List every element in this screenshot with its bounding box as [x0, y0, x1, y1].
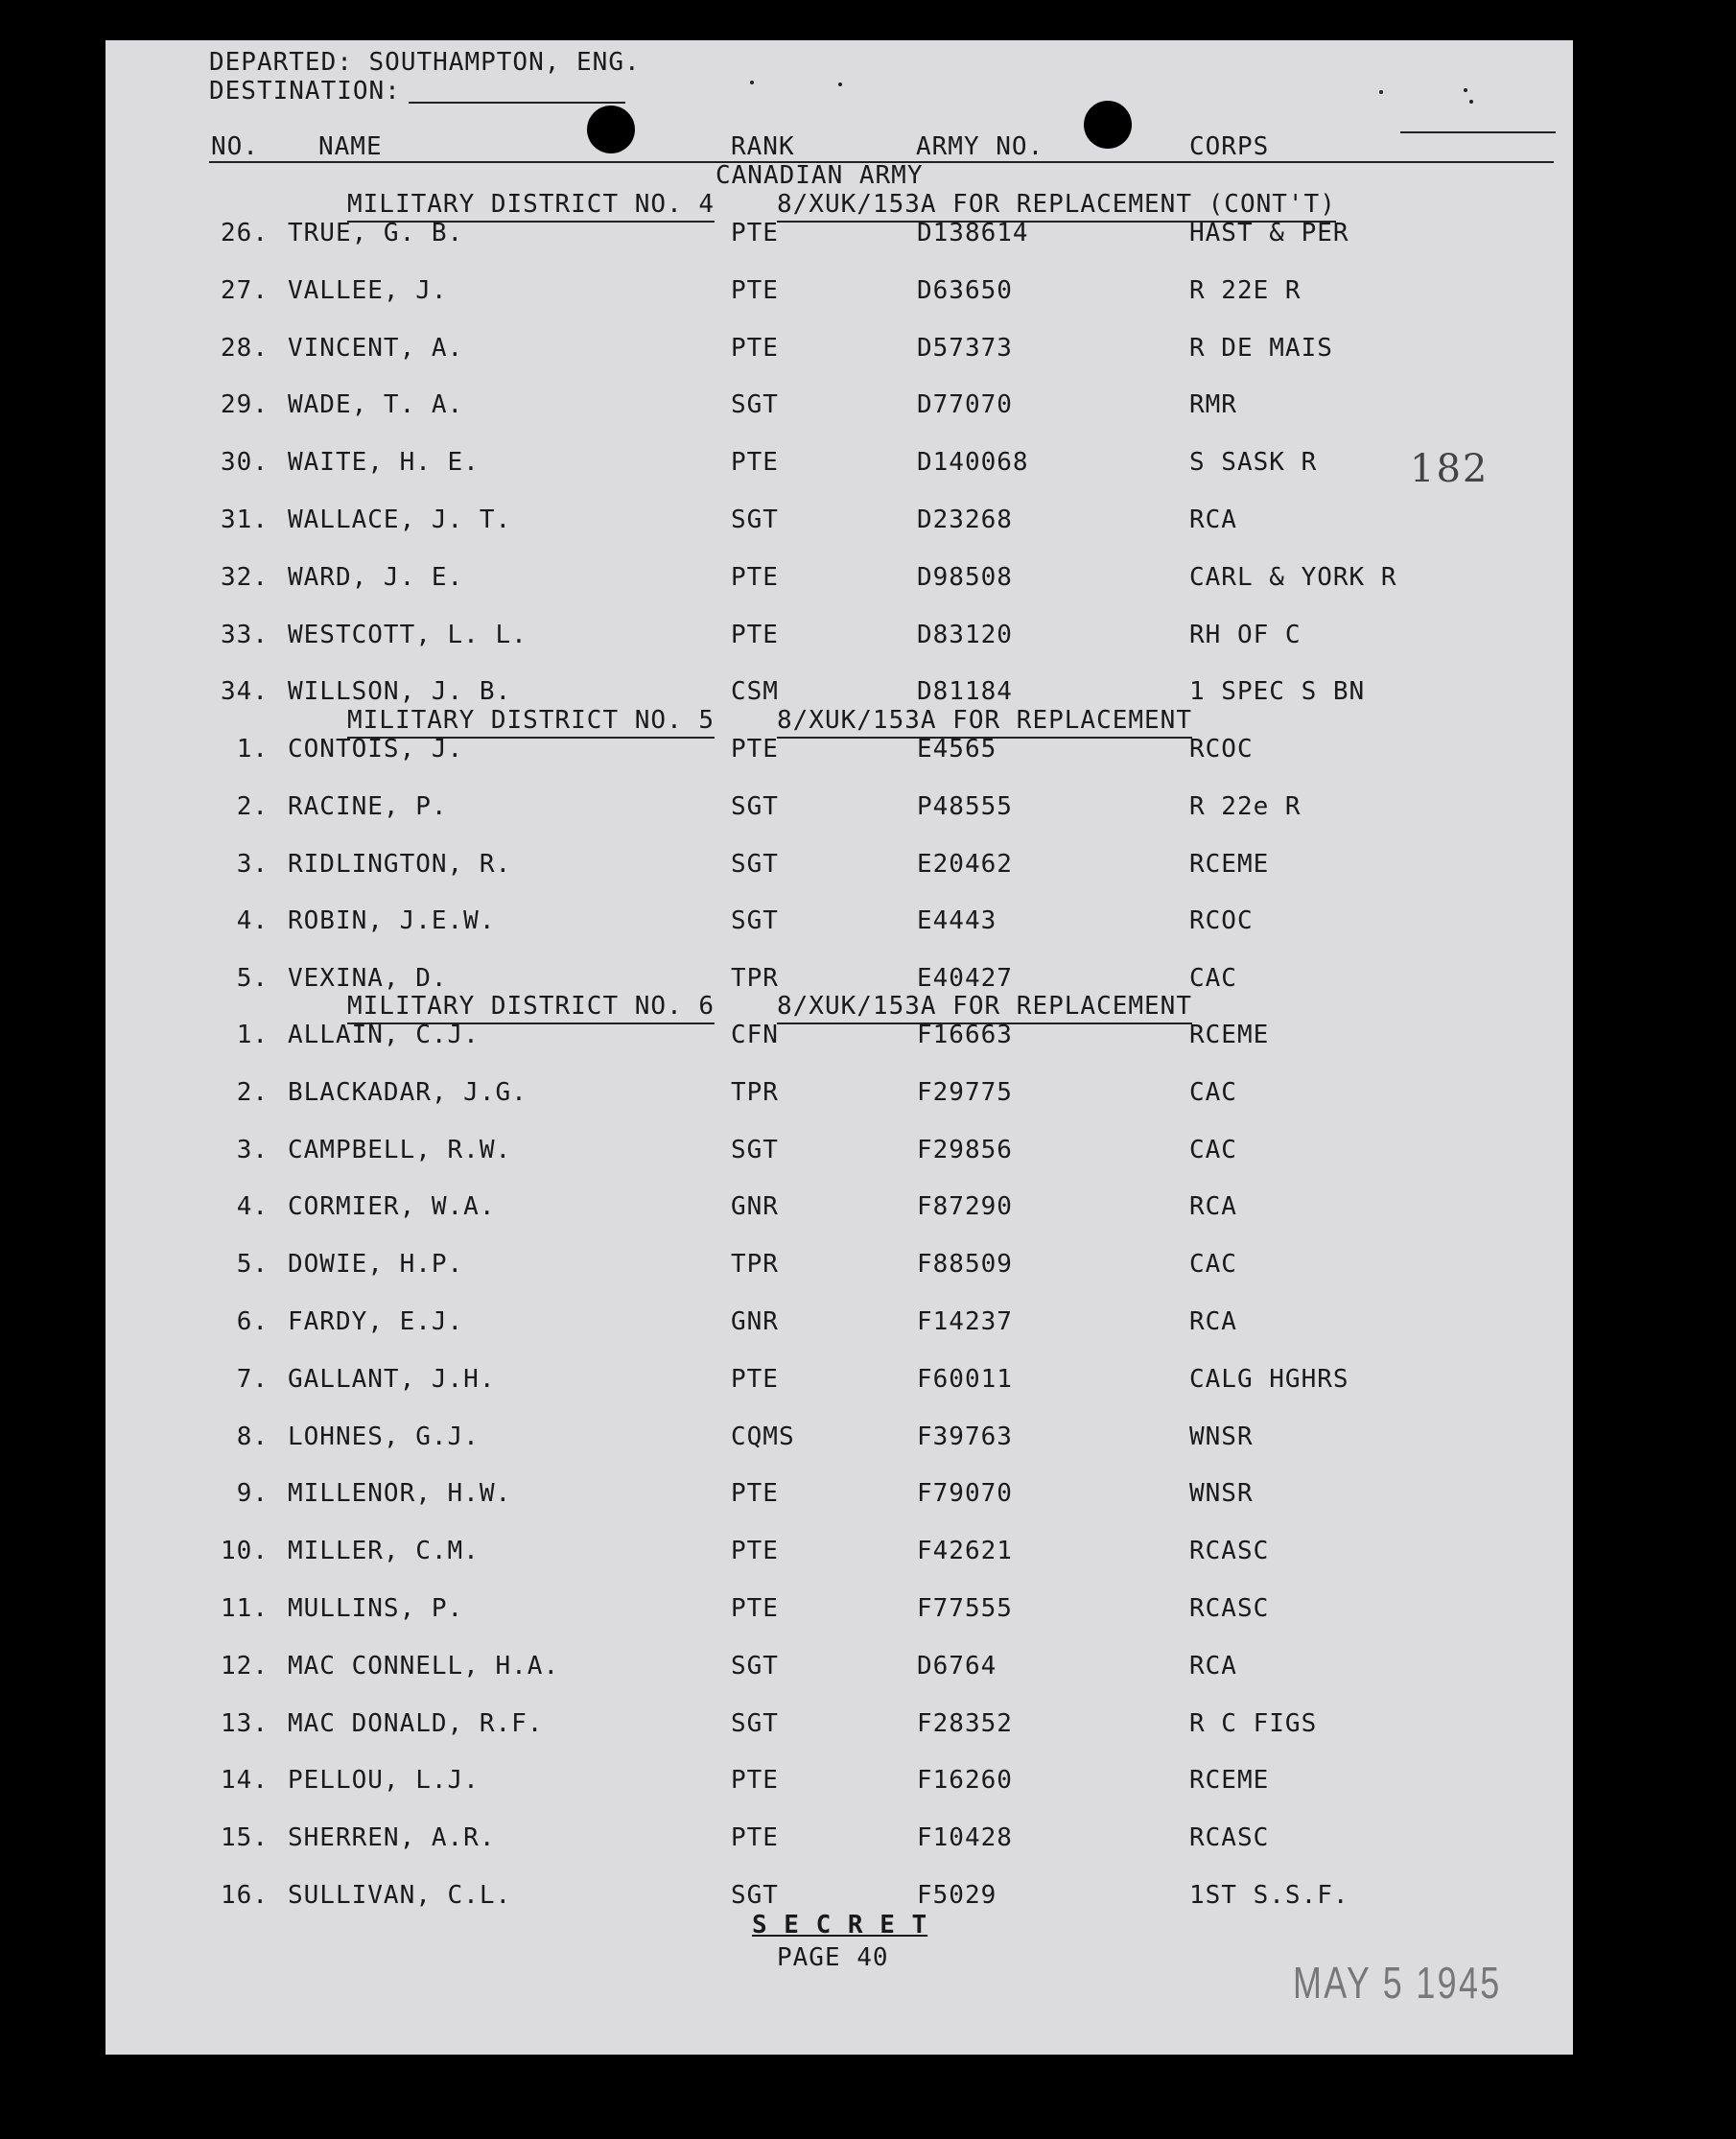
speck: [750, 81, 754, 84]
corps: CARL & YORK R: [1189, 562, 1397, 592]
soldier-name: DOWIE, H.P.: [288, 1250, 464, 1280]
corps: R DE MAIS: [1189, 333, 1333, 363]
header-top-dash: [1400, 131, 1556, 133]
table-row: [106, 850, 1573, 888]
page-number-stamp: 182: [1410, 447, 1490, 491]
corps: R 22e R: [1189, 791, 1302, 821]
soldier-name: MILLENOR, H.W.: [288, 1479, 512, 1509]
army-number: D140068: [917, 448, 1029, 478]
soldier-name: WALLACE, J. T.: [288, 505, 512, 534]
column-no: NO.: [211, 132, 259, 161]
row-number: 3.: [236, 1135, 269, 1164]
soldier-name: FARDY, E.J.: [288, 1307, 464, 1336]
row-number: 11.: [221, 1594, 269, 1623]
punch-hole-left: [587, 106, 635, 153]
corps: WNSR: [1189, 1479, 1254, 1509]
table-row: [106, 1307, 1573, 1346]
table-row: [106, 1594, 1573, 1633]
soldier-name: WARD, J. E.: [288, 562, 464, 592]
district-title: MILITARY DISTRICT NO. 5: [347, 706, 715, 739]
table-row: [106, 448, 1573, 486]
soldier-name: LOHNES, G.J.: [288, 1422, 480, 1451]
army-number: F39763: [917, 1422, 1013, 1451]
soldier-name: WADE, T. A.: [288, 390, 464, 420]
rank: SGT: [731, 505, 779, 534]
table-row: [106, 1766, 1573, 1804]
table-row: [106, 1136, 1573, 1174]
rank: PTE: [731, 275, 779, 305]
table-row: [106, 1021, 1573, 1059]
soldier-name: WAITE, H. E.: [288, 448, 480, 478]
row-number: 30.: [221, 448, 269, 478]
row-number: 31.: [221, 505, 269, 534]
corps: 1ST S.S.F.: [1189, 1881, 1349, 1910]
table-row: [106, 906, 1573, 945]
rank: PTE: [731, 1364, 779, 1394]
rank: PTE: [731, 1766, 779, 1796]
rank: TPR: [731, 1250, 779, 1280]
soldier-name: WILLSON, J. B.: [288, 677, 512, 707]
rank: SGT: [731, 390, 779, 420]
army-number: D57373: [917, 333, 1013, 363]
army-number: D98508: [917, 562, 1013, 592]
row-number: 27.: [221, 275, 269, 305]
army-number: P48555: [917, 791, 1013, 821]
canadian-army-subtitle: CANADIAN ARMY: [716, 161, 924, 190]
corps: RCOC: [1189, 906, 1254, 936]
soldier-name: CAMPBELL, R.W.: [288, 1135, 512, 1164]
soldier-name: SULLIVAN, C.L.: [288, 1881, 512, 1910]
row-number: 8.: [236, 1422, 269, 1451]
table-row: [106, 1709, 1573, 1748]
row-number: 26.: [221, 219, 269, 247]
rank: PTE: [731, 1537, 779, 1566]
district-heading: [106, 992, 1573, 1022]
district-heading: [106, 190, 1573, 221]
row-number: 32.: [221, 562, 269, 592]
table-row: [106, 1823, 1573, 1862]
army-number: D81184: [917, 677, 1013, 707]
row-number: 13.: [221, 1708, 269, 1738]
corps: WNSR: [1189, 1422, 1254, 1451]
page-label: PAGE 40: [777, 1943, 889, 1972]
row-number: 2.: [236, 791, 269, 821]
rank: SGT: [731, 1881, 779, 1910]
destination-blank: [409, 102, 625, 104]
corps: RCEME: [1189, 849, 1270, 879]
army-number: E4565: [917, 735, 997, 764]
table-row: [106, 390, 1573, 429]
table-row: [106, 334, 1573, 372]
army-number: E20462: [917, 849, 1013, 879]
row-number: 6.: [236, 1307, 269, 1336]
rank: GNR: [731, 1192, 779, 1222]
rank: SGT: [731, 849, 779, 879]
corps: CAC: [1189, 1250, 1237, 1280]
rank: PTE: [731, 448, 779, 478]
date-received-stamp: MAY 5 1945: [1293, 1958, 1502, 2008]
army-number: E40427: [917, 964, 1013, 994]
corps: RCASC: [1189, 1594, 1270, 1623]
district-code: 8/XUK/153A FOR REPLACEMENT: [777, 706, 1192, 739]
row-number: 14.: [221, 1766, 269, 1796]
table-row: [106, 563, 1573, 601]
soldier-name: CORMIER, W.A.: [288, 1192, 496, 1222]
district-code: 8/XUK/153A FOR REPLACEMENT (CONT'T): [777, 190, 1336, 223]
corps: HAST & PER: [1189, 219, 1349, 247]
army-number: F60011: [917, 1364, 1013, 1394]
corps: CAC: [1189, 1135, 1237, 1164]
row-number: 16.: [221, 1881, 269, 1910]
corps: 1 SPEC S BN: [1189, 677, 1366, 707]
army-number: D77070: [917, 390, 1013, 420]
speck: [1464, 88, 1467, 92]
soldier-name: RIDLINGTON, R.: [288, 849, 512, 879]
army-number: F29856: [917, 1135, 1013, 1164]
district-code: 8/XUK/153A FOR REPLACEMENT: [777, 992, 1192, 1024]
table-row: [106, 1078, 1573, 1117]
rank: TPR: [731, 1077, 779, 1107]
row-number: 4.: [236, 906, 269, 936]
table-row: [106, 505, 1573, 544]
row-number: 1.: [236, 1021, 269, 1049]
rank: PTE: [731, 620, 779, 649]
army-number: D138614: [917, 219, 1029, 247]
document-page: [106, 40, 1573, 2055]
army-number: E4443: [917, 906, 997, 936]
district-title: MILITARY DISTRICT NO. 6: [347, 992, 715, 1024]
row-number: 33.: [221, 620, 269, 649]
rank: SGT: [731, 1708, 779, 1738]
table-row: [106, 621, 1573, 659]
corps: CALG HGHRS: [1189, 1364, 1349, 1394]
rank: PTE: [731, 333, 779, 363]
soldier-name: VALLEE, J.: [288, 275, 448, 305]
rank: CFN: [731, 1021, 779, 1049]
corps: RMR: [1189, 390, 1237, 420]
rank: PTE: [731, 735, 779, 764]
speck: [1469, 100, 1473, 104]
soldier-name: ALLAIN, C.J.: [288, 1021, 480, 1049]
soldier-name: BLACKADAR, J.G.: [288, 1077, 528, 1107]
district-title: MILITARY DISTRICT NO. 4: [347, 190, 715, 223]
soldier-name: SHERREN, A.R.: [288, 1823, 496, 1853]
corps: RCASC: [1189, 1537, 1270, 1566]
table-row: [106, 1422, 1573, 1461]
corps: RCA: [1189, 1192, 1237, 1222]
row-number: 34.: [221, 677, 269, 707]
soldier-name: MAC DONALD, R.F.: [288, 1708, 544, 1738]
column-army-no: ARMY NO.: [916, 132, 1044, 161]
army-number: F14237: [917, 1307, 1013, 1336]
army-number: F16260: [917, 1766, 1013, 1796]
rank: CQMS: [731, 1422, 795, 1451]
corps: RCA: [1189, 1307, 1237, 1336]
row-number: 9.: [236, 1479, 269, 1509]
army-number: F42621: [917, 1537, 1013, 1566]
table-row: [106, 1537, 1573, 1575]
soldier-name: MILLER, C.M.: [288, 1537, 480, 1566]
secret-marking: S E C R E T: [752, 1911, 928, 1939]
rank: PTE: [731, 1823, 779, 1853]
row-number: 10.: [221, 1537, 269, 1566]
army-number: F16663: [917, 1021, 1013, 1049]
army-number: F29775: [917, 1077, 1013, 1107]
corps: R 22E R: [1189, 275, 1302, 305]
table-row: [106, 1652, 1573, 1690]
soldier-name: VEXINA, D.: [288, 964, 448, 994]
corps: RCOC: [1189, 735, 1254, 764]
corps: RH OF C: [1189, 620, 1302, 649]
speck: [838, 82, 842, 86]
soldier-name: PELLOU, L.J.: [288, 1766, 480, 1796]
soldier-name: TRUE, G. B.: [288, 219, 464, 247]
row-number: 29.: [221, 390, 269, 420]
row-number: 7.: [236, 1364, 269, 1394]
table-row: [106, 1365, 1573, 1403]
row-number: 28.: [221, 333, 269, 363]
rank: TPR: [731, 964, 779, 994]
table-row: [106, 1250, 1573, 1288]
corps: CAC: [1189, 1077, 1237, 1107]
corps: RCASC: [1189, 1823, 1270, 1853]
column-rank: RANK: [731, 132, 795, 161]
army-number: D83120: [917, 620, 1013, 649]
army-number: F87290: [917, 1192, 1013, 1222]
army-number: F28352: [917, 1708, 1013, 1738]
army-number: F88509: [917, 1250, 1013, 1280]
corps: R C FIGS: [1189, 1708, 1318, 1738]
rank: GNR: [731, 1307, 779, 1336]
row-number: 3.: [236, 849, 269, 879]
punch-hole-right: [1084, 101, 1132, 149]
row-number: 4.: [236, 1192, 269, 1222]
column-name: NAME: [318, 132, 383, 161]
rank: PTE: [731, 1594, 779, 1623]
row-number: 5.: [236, 964, 269, 994]
table-row: [106, 735, 1573, 773]
soldier-name: ROBIN, J.E.W.: [288, 906, 496, 936]
row-number: 5.: [236, 1250, 269, 1280]
soldier-name: MULLINS, P.: [288, 1594, 464, 1623]
rank: SGT: [731, 906, 779, 936]
corps: RCA: [1189, 505, 1237, 534]
corps: CAC: [1189, 964, 1237, 994]
rank: PTE: [731, 562, 779, 592]
army-number: D23268: [917, 505, 1013, 534]
soldier-name: RACINE, P.: [288, 791, 448, 821]
soldier-name: VINCENT, A.: [288, 333, 464, 363]
row-number: 1.: [236, 735, 269, 764]
table-row: [106, 792, 1573, 831]
corps: RCEME: [1189, 1021, 1270, 1049]
row-number: 2.: [236, 1077, 269, 1107]
rank: SGT: [731, 791, 779, 821]
table-row: [106, 1192, 1573, 1231]
soldier-name: GALLANT, J.H.: [288, 1364, 496, 1394]
rank: PTE: [731, 219, 779, 247]
row-number: 12.: [221, 1651, 269, 1681]
destination-label: DESTINATION:: [209, 77, 401, 106]
rank: SGT: [731, 1135, 779, 1164]
army-number: F10428: [917, 1823, 1013, 1853]
column-corps: CORPS: [1189, 132, 1270, 161]
table-row: [106, 1479, 1573, 1517]
corps: RCEME: [1189, 1766, 1270, 1796]
rank: PTE: [731, 1479, 779, 1509]
row-number: 15.: [221, 1823, 269, 1853]
army-number: D6764: [917, 1651, 997, 1681]
rank: SGT: [731, 1651, 779, 1681]
army-number: F79070: [917, 1479, 1013, 1509]
speck: [1379, 90, 1383, 94]
soldier-name: WESTCOTT, L. L.: [288, 620, 528, 649]
district-heading: [106, 706, 1573, 737]
army-number: F77555: [917, 1594, 1013, 1623]
corps: RCA: [1189, 1651, 1237, 1681]
soldier-name: CONTOIS, J.: [288, 735, 464, 764]
army-number: F5029: [917, 1881, 997, 1910]
table-row: [106, 219, 1573, 257]
table-row: [106, 276, 1573, 315]
corps: S SASK R: [1189, 448, 1318, 478]
rank: CSM: [731, 677, 779, 707]
departed-line: DEPARTED: SOUTHAMPTON, ENG.: [209, 48, 641, 77]
soldier-name: MAC CONNELL, H.A.: [288, 1651, 560, 1681]
army-number: D63650: [917, 275, 1013, 305]
